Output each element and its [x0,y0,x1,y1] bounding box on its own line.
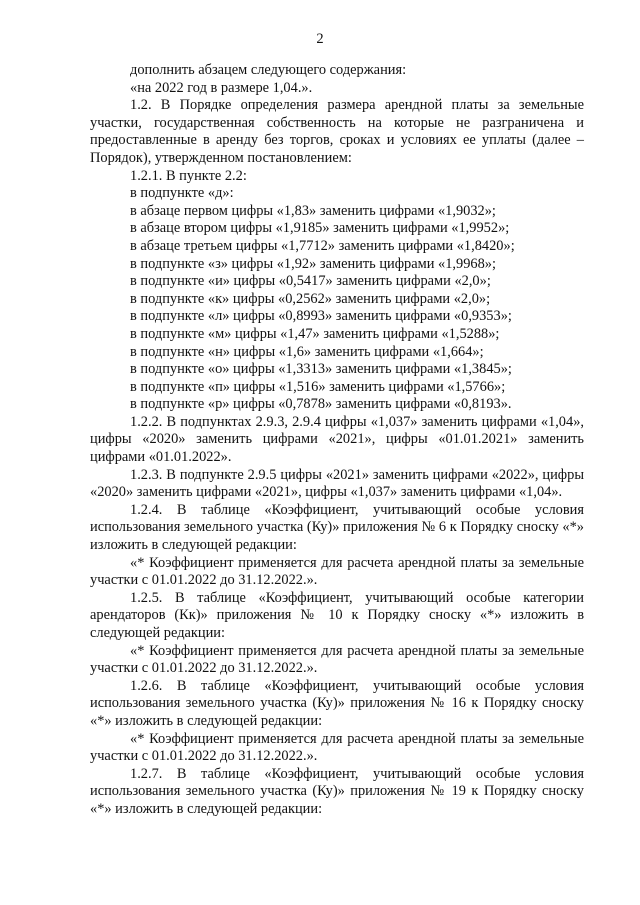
text-line: в подпункте «н» цифры «1,6» заменить цифрами «1,664»; [130,343,484,360]
page-number: 2 [316,31,324,47]
paragraph-1-2-7: 1.2.7. В таблице «Коэффициент, учитывающий особые условия использования земельного участка (Ку)» приложения № 19 к Порядку сноску «*» изложить в следующей редакции: [90,765,584,817]
text-line: в абзаце втором цифры «1,9185» заменить цифрами «1,9952»; [130,220,510,237]
text-line: в подпункте «о» цифры «1,3313» заменить цифрами «1,3845»; [130,361,512,378]
paragraph-1-2: 1.2. В Порядке определения размера арендной платы за земельные участки, государственная собственность на которые не разграничена и предоставленные в аренду без торгов, сроках и условиях ее уплаты (далее – Порядок), утвержденном постановлением: [90,97,584,166]
text-line: в абзаце третьем цифры «1,7712» заменить цифрами «1,8420»; [130,237,515,254]
text-line: в подпункте «и» цифры «0,5417» заменить цифрами «2,0»; [130,273,491,290]
text-line: «на 2022 год в размере 1,04.». [130,79,313,96]
text-line: в подпункте «п» цифры «1,516» заменить цифрами «1,5766»; [130,378,506,395]
text-line: в подпункте «м» цифры «1,47» заменить цифрами «1,5288»; [130,325,500,342]
footnote-quote: «* Коэффициент применяется для расчета арендной платы за земельные участки с 01.01.2022 до 31.12.2022.». [90,642,584,677]
paragraph-1-2-4: 1.2.4. В таблице «Коэффициент, учитывающий особые условия использования земельного участка (Ку)» приложения № 6 к Порядку сноску «*» изложить в следующей редакции: [90,501,584,554]
document-body [90,62,584,819]
text-line: в подпункте «л» цифры «0,8993» заменить цифрами «0,9353»; [130,308,512,325]
text-line: в подпункте «д»: [130,185,234,202]
paragraph-1-2-2: 1.2.2. В подпунктах 2.9.3, 2.9.4 цифры «1,037» заменить цифрами «1,04», цифры «2020» заменить цифрами «2021», цифры «01.01.2021» заменить цифрами «01.01.2022». [90,413,584,466]
paragraph-1-2-5: 1.2.5. В таблице «Коэффициент, учитывающий особые категории арендаторов (Кк)» приложения № 10 к Порядку сноску «*» изложить в следующей редакции: [90,589,584,641]
text-line: в подпункте «р» цифры «0,7878» заменить цифрами «0,8193». [130,396,512,413]
paragraph-1-2-3: 1.2.3. В подпункте 2.9.5 цифры «2021» заменить цифрами «2022», цифры «2020» заменить цифрами «2021», цифры «1,037» заменить цифрами «1,04». [90,466,584,501]
footnote-quote: «* Коэффициент применяется для расчета арендной платы за земельные участки с 01.01.2022 до 31.12.2022.». [90,730,584,765]
text-line: дополнить абзацем следующего содержания: [130,62,407,78]
text-line: в подпункте «з» цифры «1,92» заменить цифрами «1,9968»; [130,255,496,272]
paragraph-1-2-6: 1.2.6. В таблице «Коэффициент, учитывающий особые условия использования земельного участка (Ку)» приложения № 16 к Порядку сноску «*» изложить в следующей редакции: [90,677,584,729]
text-line: в подпункте «к» цифры «0,2562» заменить цифрами «2,0»; [130,290,491,307]
text-line: в абзаце первом цифры «1,83» заменить цифрами «1,9032»; [130,202,496,219]
text-line: 1.2.1. В пункте 2.2: [130,167,247,184]
footnote-quote: «* Коэффициент применяется для расчета арендной платы за земельные участки с 01.01.2022 до 31.12.2022.». [90,554,584,589]
